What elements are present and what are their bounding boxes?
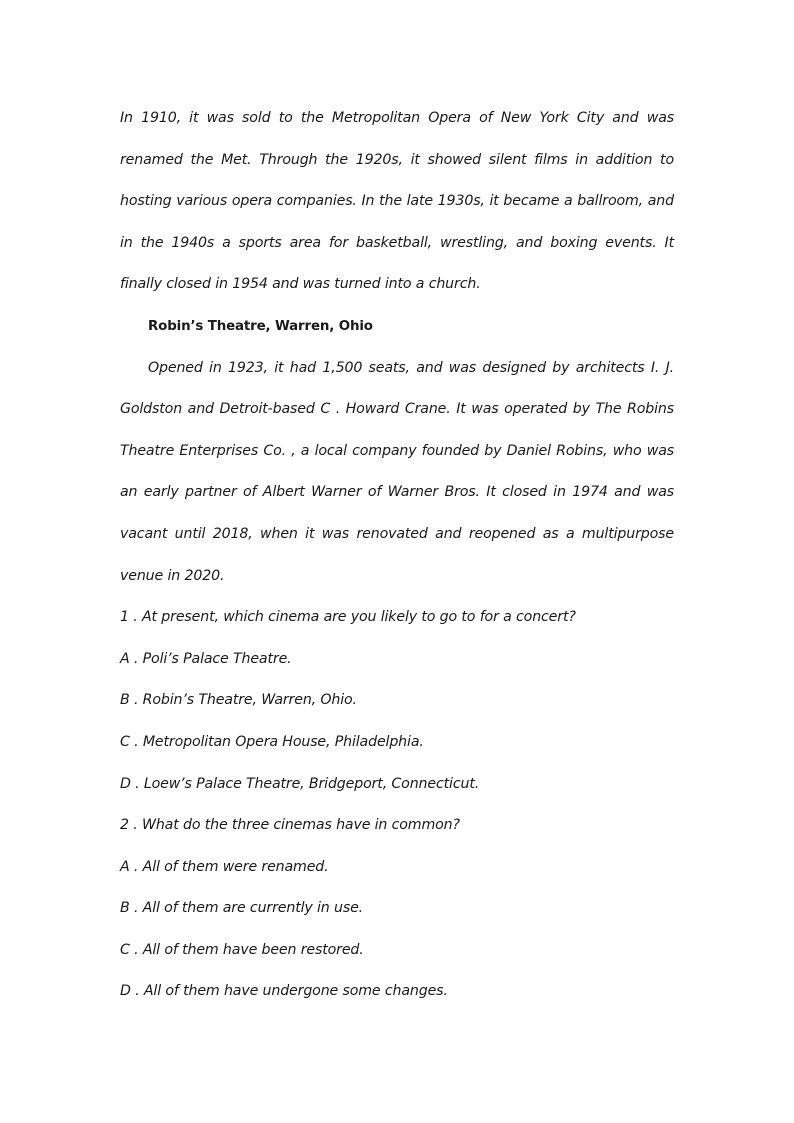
section-heading-robins-theatre: Robin’s Theatre, Warren, Ohio — [148, 318, 373, 334]
question-2-option-c: C . All of them have been restored. — [120, 941, 364, 958]
question-2-option-a: A . All of them were renamed. — [120, 858, 329, 875]
question-2-option-d: D . All of them have undergone some changes. — [120, 983, 448, 1000]
question-1-stem: 1 . At present, which cinema are you likely to go to for a concert? — [120, 609, 576, 626]
question-1-option-a: A . Poli’s Palace Theatre. — [120, 650, 292, 667]
question-1-option-b: B . Robin’s Theatre, Warren, Ohio. — [120, 692, 357, 709]
question-2 — [120, 805, 674, 1013]
question-1-option-d: D . Loew’s Palace Theatre, Bridgeport, Connecticut. — [120, 775, 480, 792]
passage-paragraph-1: In 1910, it was sold to the Metropolitan Opera of New York City and was renamed the Met. Through the 1920s, it showed silent films in addition to hosting various opera companies. In the late 1930s, it became a ballroom, and in the 1940s a sports area for basketball, wrestling, and boxing events. It finally closed in 1954 and was turned into a church. — [120, 110, 674, 293]
question-1-option-c: C . Metropolitan Opera House, Philadelphia. — [120, 733, 424, 750]
document-page — [120, 98, 674, 1013]
question-2-option-b: B . All of them are currently in use. — [120, 900, 364, 917]
question-1 — [120, 597, 674, 805]
passage-paragraph-2: Opened in 1923, it had 1,500 seats, and was designed by architects I. J. Goldston and Detroit-based C . Howard Crane. It was operated by The Robins Theatre Enterprises Co. , a local company founded by Daniel Robins, who was an early partner of Albert Warner of Warner Bros. It closed in 1974 and was vacant until 2018, when it was renovated and reopened as a multipurpose venue in 2020. — [120, 359, 674, 584]
question-2-stem: 2 . What do the three cinemas have in common? — [120, 817, 460, 834]
